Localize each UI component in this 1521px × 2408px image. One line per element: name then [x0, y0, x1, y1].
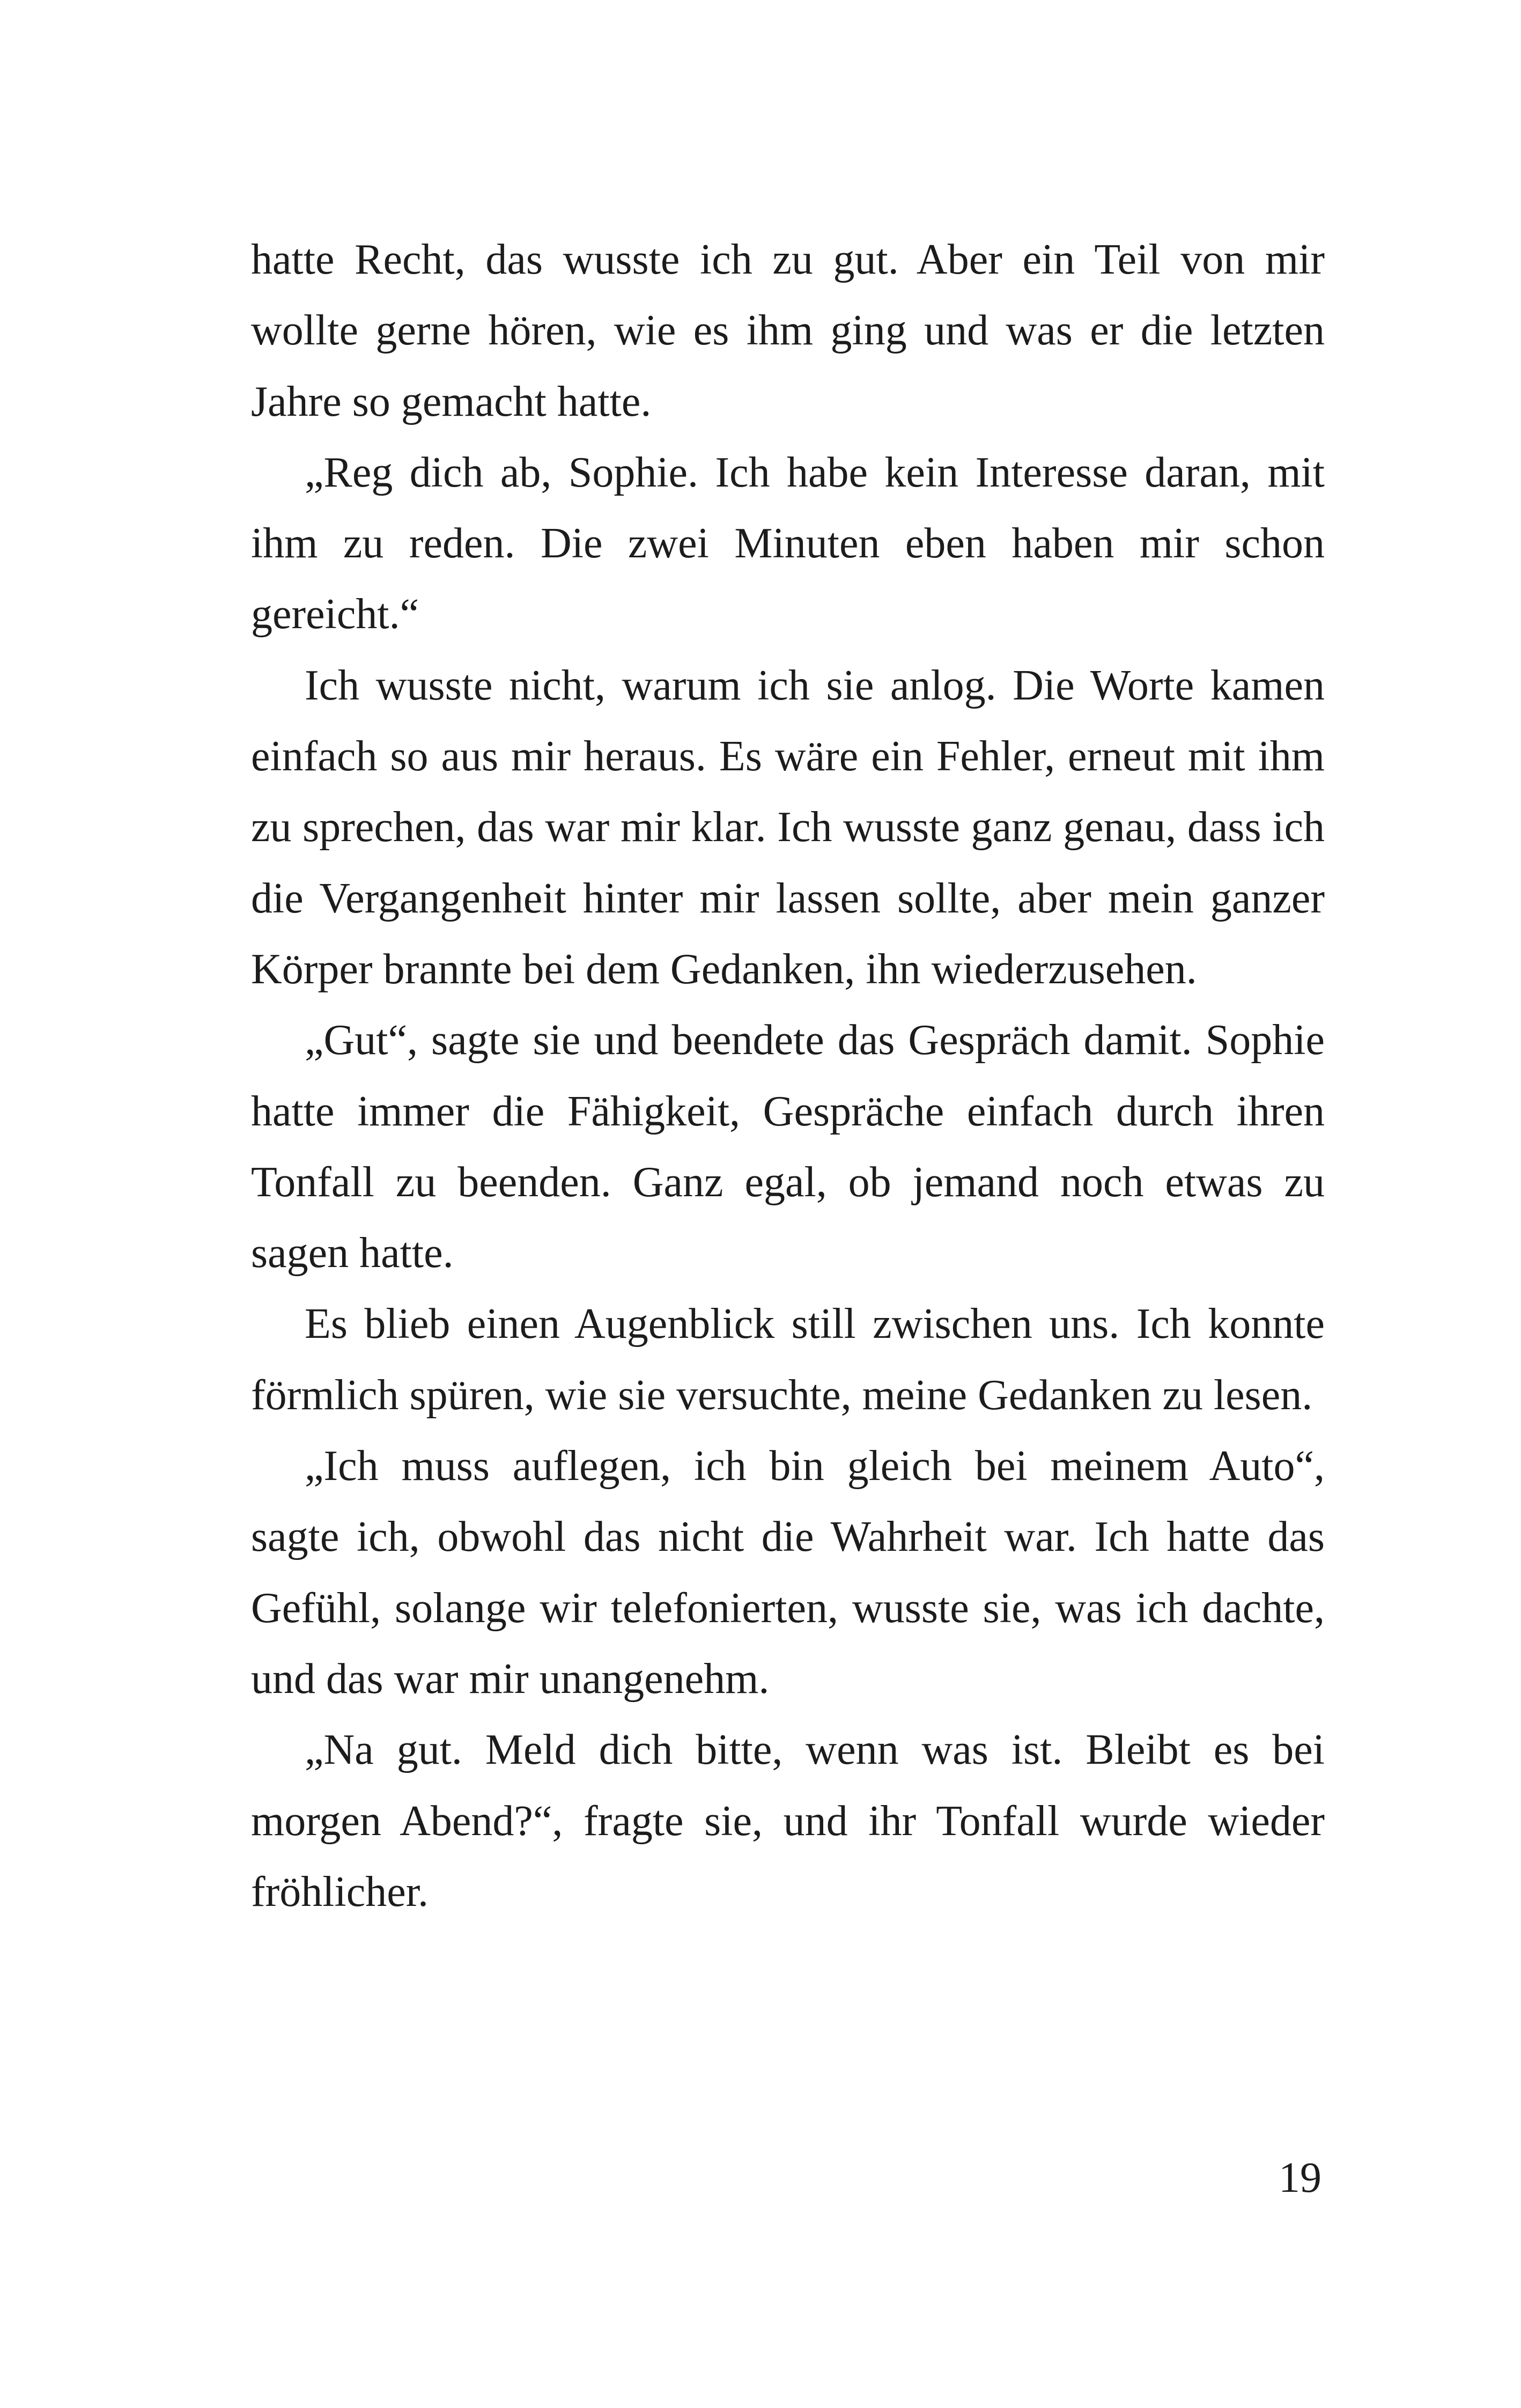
- paragraph-ich-wusste-nicht: Ich wusste nicht, warum ich sie anlog. Die Worte kamen einfach so aus mir heraus. Es wäre ein Fehler, erneut mit ihm zu sprechen, das war mir klar. Ich wusste ganz genau, dass ich die Vergangenheit hinter mir lassen sollte, aber mein ganzer Körper brannte bei dem Gedanken, ihn wiederzusehen.: [251, 661, 1325, 993]
- paragraph-dialogue-gut: „Gut“, sagte sie und beendete das Gespräch damit. Sophie hatte immer die Fähigkeit, Gespräche einfach durch ihren Tonfall zu beenden. Ganz egal, ob jemand noch etwas zu sagen hatte.: [251, 1017, 1325, 1277]
- paragraph-es-blieb-still: Es blieb einen Augenblick still zwischen uns. Ich konnte förmlich spüren, wie sie versuchte, meine Gedanken zu lesen.: [251, 1300, 1325, 1419]
- paragraph-dialogue-reg-dich-ab: „Reg dich ab, Sophie. Ich habe kein Interesse daran, mit ihm zu reden. Die zwei Minuten eben haben mir schon gereicht.“: [251, 448, 1325, 638]
- page-number: 19: [1279, 2154, 1321, 2201]
- paragraph-dialogue-auflegen: „Ich muss auflegen, ich bin gleich bei meinem Auto“, sagte ich, obwohl das nicht die Wahrheit war. Ich hatte das Gefühl, solange wir telefonierten, wusste sie, was ich dachte, und das war mir unangenehm.: [251, 1442, 1325, 1703]
- paragraph-continuation: hatte Recht, das wusste ich zu gut. Aber ein Teil von mir wollte gerne hören, wie es ihm ging und was er die letzten Jahre so gemacht hatte.: [251, 236, 1325, 425]
- body-text: [251, 224, 1325, 1927]
- paragraph-dialogue-na-gut: „Na gut. Meld dich bitte, wenn was ist. Bleibt es bei morgen Abend?“, fragte sie, und ihr Tonfall wurde wieder fröhlicher.: [251, 1726, 1325, 1916]
